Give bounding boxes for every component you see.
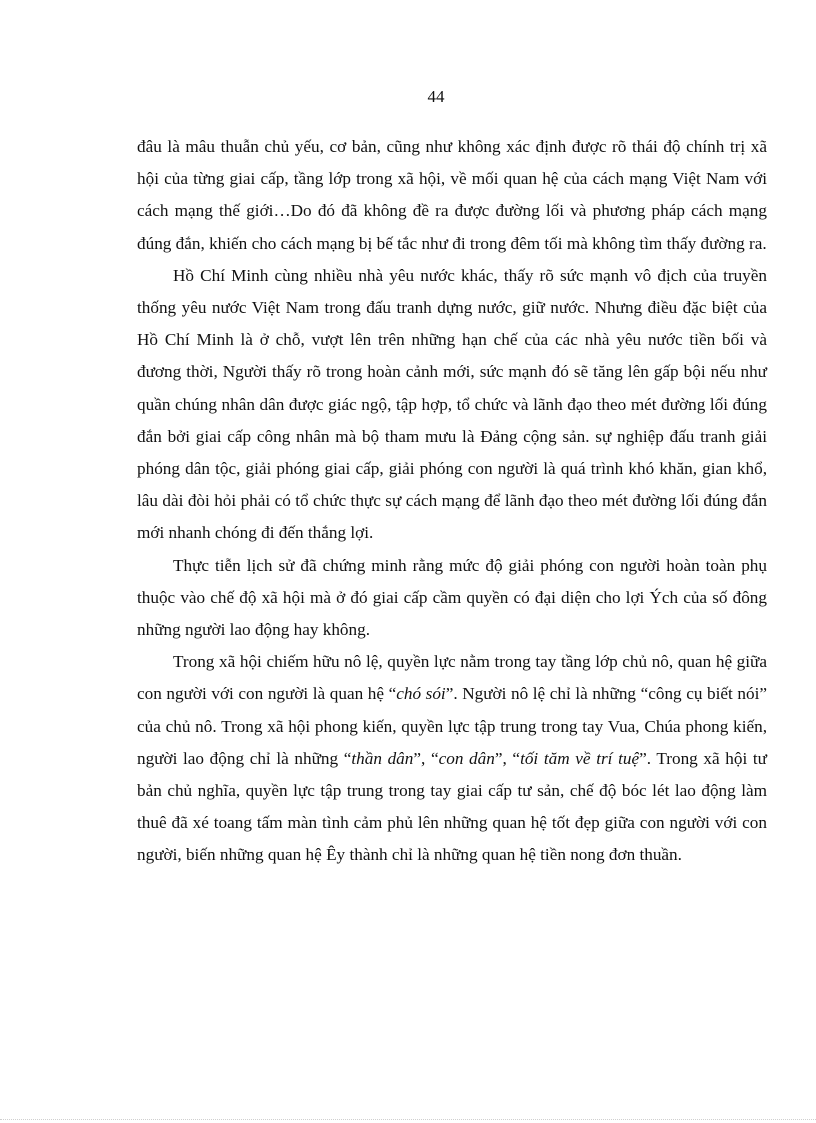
italic-run-than-dan: thần dân [351, 748, 414, 768]
italic-run-con-dan: con dân [438, 748, 495, 768]
text-run: ”. Người nô lệ chỉ là những “công cụ biết nói” của chủ nô. Trong xã hội phong kiến, quyền lực tập trung trong tay Vua, Chúa phong kiến, người lao động chỉ là những “ [137, 684, 768, 768]
text-run: Trong xã hội chiếm hữu nô lệ, quyền lực nằm trong tay tầng lớp chủ nô, quan hệ giữa con người với con người là quan hệ “ [137, 652, 767, 704]
paragraph-3: Thực tiễn lịch sử đã chứng minh rằng mức độ giải phóng con người hoàn toàn phụ thuộc vào chế độ xã hội mà ở đó giai cấp cầm quyền có đại diện cho lợi Ých của số đông những người lao động hay không. [137, 555, 767, 640]
body-text [137, 131, 767, 872]
text-run: ”, “ [413, 748, 439, 768]
italic-run-toi-tam: tối tăm về trí tuệ [520, 748, 640, 768]
page-bottom-divider [0, 1119, 816, 1120]
page-number: 44 [427, 87, 445, 106]
text-run: ”. Trong xã hội tư bản chủ nghĩa, quyền lực tập trung trong tay giai cấp tư sản, chế độ bóc lét lao động làm thuê đã xé toang tấm màn tình cảm phủ lên những quan hệ tốt đẹp giữa con người với con người, biến những quan hệ Êy thành chỉ là những quan hệ tiền nong đơn thuần. [137, 748, 767, 865]
text-run: ”, “ [494, 748, 521, 768]
paragraph-1: đâu là mâu thuẫn chủ yếu, cơ bản, cũng như không xác định được rõ thái độ chính trị xã hội của từng giai cấp, tầng lớp trong xã hội, về mối quan hệ của cách mạng Việt Nam với cách mạng thế giới…Do đó đã không đề ra được đường lối và phương pháp cách mạng đúng đắn, khiến cho cách mạng bị bế tắc như đi trong đêm tối mà không tìm thấy đường ra. [137, 137, 767, 253]
italic-run-cho-soi: chó sói [396, 684, 446, 704]
paragraph-4 [137, 646, 767, 871]
paragraph-2: Hồ Chí Minh cùng nhiều nhà yêu nước khác, thấy rõ sức mạnh vô địch của truyền thống yêu nước Việt Nam trong đấu tranh dựng nước, giữ nước. Nhưng điều đặc biệt của Hồ Chí Minh là ở chỗ, vượt lên trên những hạn chế của các nhà yêu nước tiền bối và đương thời, Người thấy rõ trong hoàn cảnh mới, sức mạnh đó sẽ tăng lên gấp bội nếu như quần chúng nhân dân được giác ngộ, tập hợp, tổ chức và lãnh đạo theo mét đường lối đúng đắn bởi giai cấp công nhân mà bộ tham mưu là Đảng cộng sản. sự nghiệp đấu tranh giải phóng dân tộc, giải phóng giai cấp, giải phóng con người là quá trình khó khăn, gian khổ, lâu dài đòi hỏi phải có tổ chức thực sự cách mạng để lãnh đạo theo mét đường lối đúng đắn mới nhanh chóng đi đến thắng lợi. [137, 265, 767, 543]
